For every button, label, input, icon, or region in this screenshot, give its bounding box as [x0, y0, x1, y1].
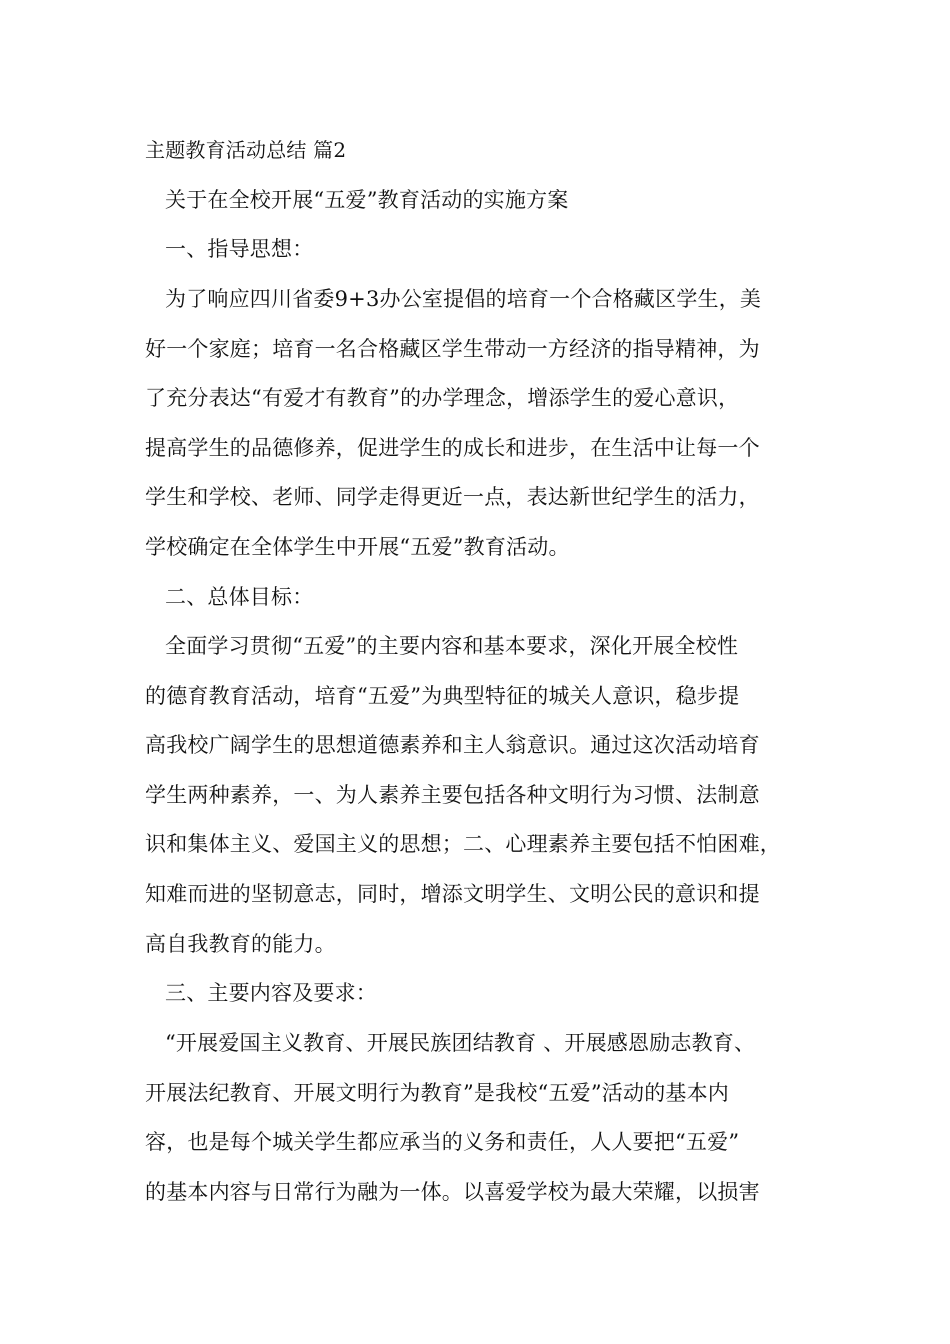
- paragraph-line: 了充分表达“有爱才有教育”的办学理念，增添学生的爱心意识，: [145, 386, 740, 410]
- paragraph-line: 全面学习贯彻“五爱”的主要内容和基本要求，深化开展全校性: [165, 634, 739, 658]
- paragraph-line: “开展爱国主义教育、开展民族团结教育 、开展感恩励志教育、: [165, 1031, 756, 1055]
- paragraph-line: 的基本内容与日常行为融为一体。以喜爱学校为最大荣耀，以损害: [145, 1180, 760, 1204]
- plan-title: 关于在全校开展“五爱”教育活动的实施方案: [165, 188, 569, 212]
- heading-overall-goal: 二、总体目标：: [165, 585, 314, 609]
- paragraph-line: 高自我教育的能力。: [145, 932, 336, 956]
- paragraph-line: 容，也是每个城关学生都应承当的义务和责任，人人要把“五爱”: [145, 1130, 740, 1154]
- section-title: 主题教育活动总结 篇2: [145, 138, 347, 162]
- paragraph-line: 提高学生的品德修养，促进学生的成长和进步，在生活中让每一个: [145, 436, 760, 460]
- heading-guiding-ideology: 一、指导思想：: [165, 237, 314, 261]
- paragraph-line: 学校确定在全体学生中开展“五爱”教育活动。: [145, 535, 570, 559]
- paragraph-line: 为了响应四川省委9+3办公室提倡的培育一个合格藏区学生，美: [165, 287, 762, 311]
- heading-main-content: 三、主要内容及要求：: [165, 981, 377, 1005]
- paragraph-line: 学生两种素养，一、为人素养主要包括各种文明行为习惯、法制意: [145, 783, 760, 807]
- paragraph-line: 开展法纪教育、开展文明行为教育”是我校“五爱”活动的基本内: [145, 1081, 730, 1105]
- paragraph-line: 的德育教育活动，培育“五爱”为典型特征的城关人意识，稳步提: [145, 684, 740, 708]
- paragraph-line: 高我校广阔学生的思想道德素养和主人翁意识。通过这次活动培育: [145, 733, 760, 757]
- paragraph-line: 知难而进的坚韧意志，同时，增添文明学生、文明公民的意识和提: [145, 882, 760, 906]
- paragraph-line: 学生和学校、老师、同学走得更近一点，表达新世纪学生的活力，: [145, 485, 760, 509]
- paragraph-line: 好一个家庭；培育一名合格藏区学生带动一方经济的指导精神，为: [145, 337, 760, 361]
- paragraph-line: 识和集体主义、爱国主义的思想；二、心理素养主要包括不怕困难，: [145, 832, 781, 856]
